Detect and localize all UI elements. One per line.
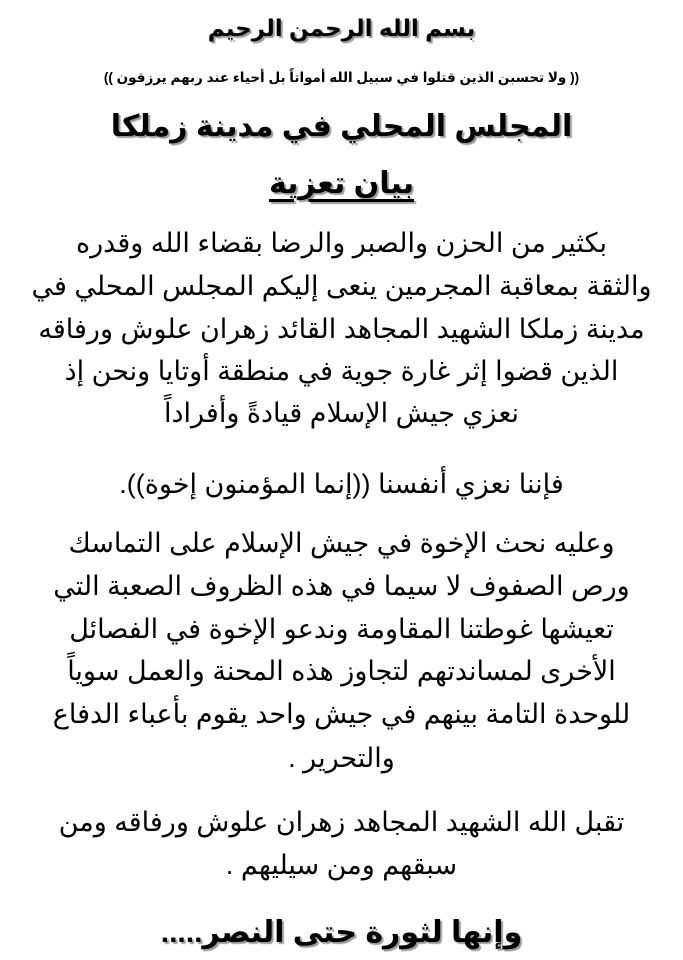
body-line: فإننا نعزي أنفسنا ((إنما المؤمنون إخوة)). bbox=[119, 469, 564, 499]
body-line: نعزي جيش الإسلام قيادةً وأفراداً bbox=[163, 398, 519, 428]
body-line: للوحدة التامة بينهم في جيش واحد يقوم بأعباء الدفاع bbox=[52, 699, 631, 729]
body-line: تعيشها غوطتنا المقاومة وندعو الإخوة في الفصائل bbox=[69, 614, 614, 644]
body-line: والثقة بمعاقبة المجرمين ينعى إليكم المجلس المحلي في bbox=[31, 271, 652, 301]
body-line: الأخرى لمساندتهم لتجاوز هذه المحنة والعمل سوياً bbox=[67, 656, 616, 686]
body-line: ورص الصفوف لا سيما في هذه الظروف الصعبة التي bbox=[53, 571, 630, 601]
basmala: بسم الله الرحمن الرحيم bbox=[207, 15, 476, 41]
body-line: الذين قضوا إثر غارة جوية في منطقة أوتايا ونحن إذ bbox=[64, 356, 619, 386]
body-line: والتحرير . bbox=[288, 743, 395, 773]
body-line: بكثير من الحزن والصبر والرضا بقضاء الله وقدره bbox=[75, 228, 608, 258]
body-line: تقبل الله الشهيد المجاهد زهران علوش ورفاقه ومن bbox=[58, 807, 625, 837]
statement-title-text: بيان تعزية bbox=[268, 167, 415, 200]
body-line: سبقهم ومن سيليهم . bbox=[225, 850, 458, 880]
council-heading: المجلس المحلي في مدينة زملكا bbox=[110, 110, 573, 143]
quran-verse: (( ولا تحسبن الذين قتلوا في سبيل الله أمواتاً بل أحياء عند ربهم يرزقون )) bbox=[103, 70, 580, 85]
body-line: مدينة زملكا الشهيد المجاهد القائد زهران علوش ورفاقه bbox=[38, 314, 645, 344]
statement-title bbox=[0, 169, 683, 199]
closing-slogan: وإنها لثورة حتى النصر..... bbox=[160, 916, 523, 949]
body-line: وعليه نحث الإخوة في جيش الإسلام على التماسك bbox=[68, 528, 615, 558]
